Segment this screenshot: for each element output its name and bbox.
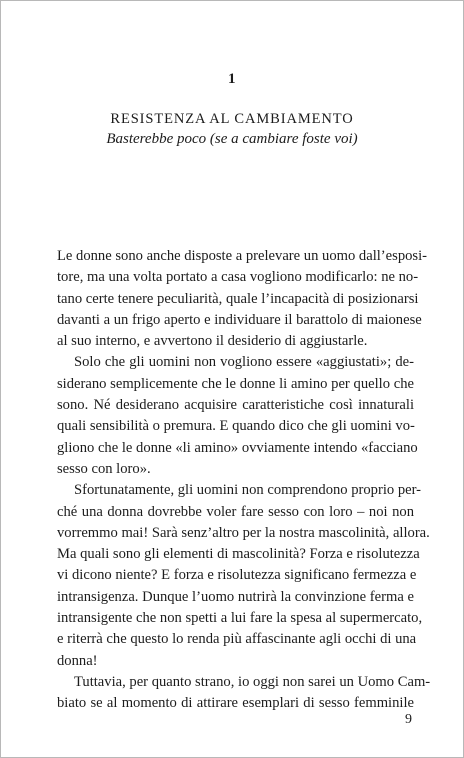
text-line: al suo interno, e avvertono il desiderio di aggiustarle. [57,333,368,350]
chapter-subtitle: Basterebbe poco (se a cambiare foste voi) [106,131,358,147]
text-line: Le donne sono anche disposte a prelevare un uomo dall’esposi- [57,248,428,264]
text-line: tore, ma una volta portato a casa vogliono modificarlo: ne no- [57,269,419,286]
paragraph [57,246,428,352]
chapter-number: 1 [228,71,236,87]
text-line: Sfortunatamente, gli uomini non comprendono proprio per- [74,482,422,499]
text-line: e riterrà che questo lo renda più affascinante agli occhi di una [57,631,417,648]
text-line: sesso con loro». [57,460,151,477]
text-line: quali sensibilità o premura. E quando dico che gli uomini vo- [57,418,415,435]
text-line: donna! [57,652,98,669]
text-line: biato se al momento di attirare esemplari di sesso femminile [57,695,414,712]
body-text [57,246,431,715]
text-line: tano certe tenere peculiarità, quale l’incapacità di posizionarsi [57,290,419,307]
text-line: sono. Né desiderano acquisire caratteristiche così innaturali [57,397,414,414]
text-line: Solo che gli uomini non vogliono essere «aggiustati»; de- [74,354,414,371]
text-line: siderano semplicemente che le donne li amino per quello che [57,375,414,392]
text-line: Tuttavia, per quanto strano, io oggi non sarei un Uomo Cam- [74,673,431,690]
paragraph [57,352,418,480]
paragraph [57,672,431,715]
text-line: vi dicono niente? E forza e risolutezza significano fermezza e [57,567,417,584]
text-line: davanti a un frigo aperto e individuare il barattolo di maionese [57,311,422,328]
page-number: 9 [405,712,412,727]
text-line: gliono che le donne «li amino» ovviamente intendo «facciano [57,439,418,456]
paragraph [57,480,430,672]
text-line: intransigenza. Dunque l’uomo nutrirà la convinzione ferma e [57,588,414,605]
chapter-title: RESISTENZA AL CAMBIAMENTO [110,111,354,127]
text-line: ché una donna dovrebbe voler fare sesso con loro – noi non [57,503,414,520]
text-line: vorremmo mai! Sarà senz’altro per la nostra mascolinità, allora. [57,524,430,541]
text-line: Ma quali sono gli elementi di mascolinità? Forza e risolutezza [57,546,420,563]
text-line: intransigente che non spetti a lui fare la spesa al supermercato, [57,610,423,627]
